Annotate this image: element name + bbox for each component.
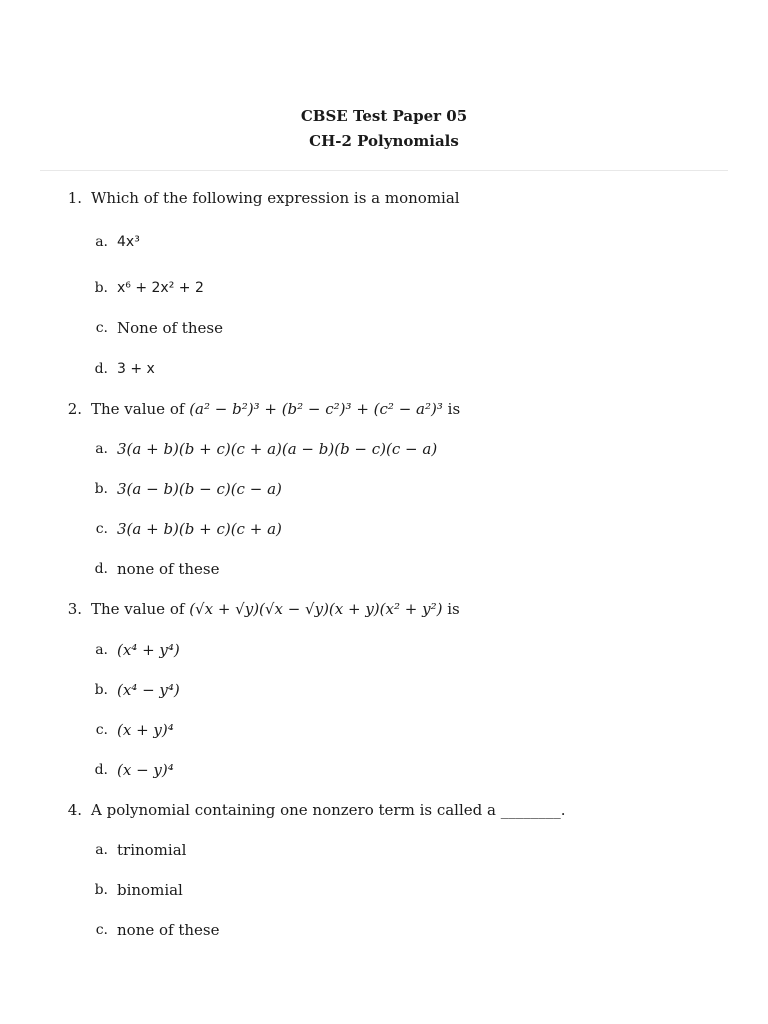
option-text: 3(a + b)(b + c)(c + a)(a − b)(b − c)(c − a) (117, 440, 438, 458)
option-text: binomial (117, 881, 183, 899)
option-text: x⁶ + 2x² + 2 (117, 280, 204, 296)
header-divider (40, 170, 728, 171)
question-suffix: is (447, 400, 461, 418)
option-label: b. (94, 280, 108, 296)
option-text: none of these (117, 560, 220, 578)
question-prefix: The value of (91, 400, 185, 418)
option-label: c. (95, 922, 108, 938)
question-number: 2. (67, 400, 82, 418)
question-expression: (a² − b²)³ + (b² − c²)³ + (c² − a²)³ (189, 400, 443, 418)
question-number: 1. (67, 189, 82, 207)
option-label: d. (94, 561, 108, 577)
option-label: d. (94, 361, 108, 377)
question-number: 4. (67, 801, 82, 819)
option-text: 3(a + b)(b + c)(c + a) (117, 520, 282, 538)
question-expression: (√x + √y)(√x − √y)(x + y)(x² + y²) (189, 600, 443, 618)
question-suffix: is (447, 600, 460, 618)
option-label: c. (95, 521, 108, 537)
option-label: b. (94, 682, 108, 698)
option-text: (x⁴ + y⁴) (117, 641, 180, 659)
option-text: (x⁴ − y⁴) (117, 681, 180, 699)
question-text (91, 599, 460, 619)
option-text: 3(a − b)(b − c)(c − a) (117, 480, 282, 498)
option-label: b. (94, 882, 108, 898)
option-text: trinomial (117, 841, 187, 859)
option-text: (x + y)⁴ (117, 721, 174, 739)
option-label: b. (94, 481, 108, 497)
option-label: a. (95, 642, 108, 658)
option-text: (x − y)⁴ (117, 761, 174, 779)
option-label: c. (95, 722, 108, 738)
question-text: A polynomial containing one nonzero term is called a ________. (91, 801, 566, 819)
option-label: d. (94, 762, 108, 778)
paper-title: CBSE Test Paper 05 (300, 107, 468, 125)
option-label: c. (95, 320, 108, 336)
option-label: a. (95, 234, 108, 250)
question-number: 3. (67, 600, 82, 618)
question-prefix: The value of (91, 600, 185, 618)
question-text (91, 399, 460, 419)
option-text: None of these (117, 319, 223, 337)
option-text: none of these (117, 921, 220, 939)
chapter-title: CH-2 Polynomials (309, 132, 459, 150)
option-label: a. (95, 842, 108, 858)
option-text: 3 + x (117, 361, 155, 377)
option-text: 4x³ (117, 234, 140, 250)
option-label: a. (95, 441, 108, 457)
question-text: Which of the following expression is a monomial (91, 189, 460, 207)
